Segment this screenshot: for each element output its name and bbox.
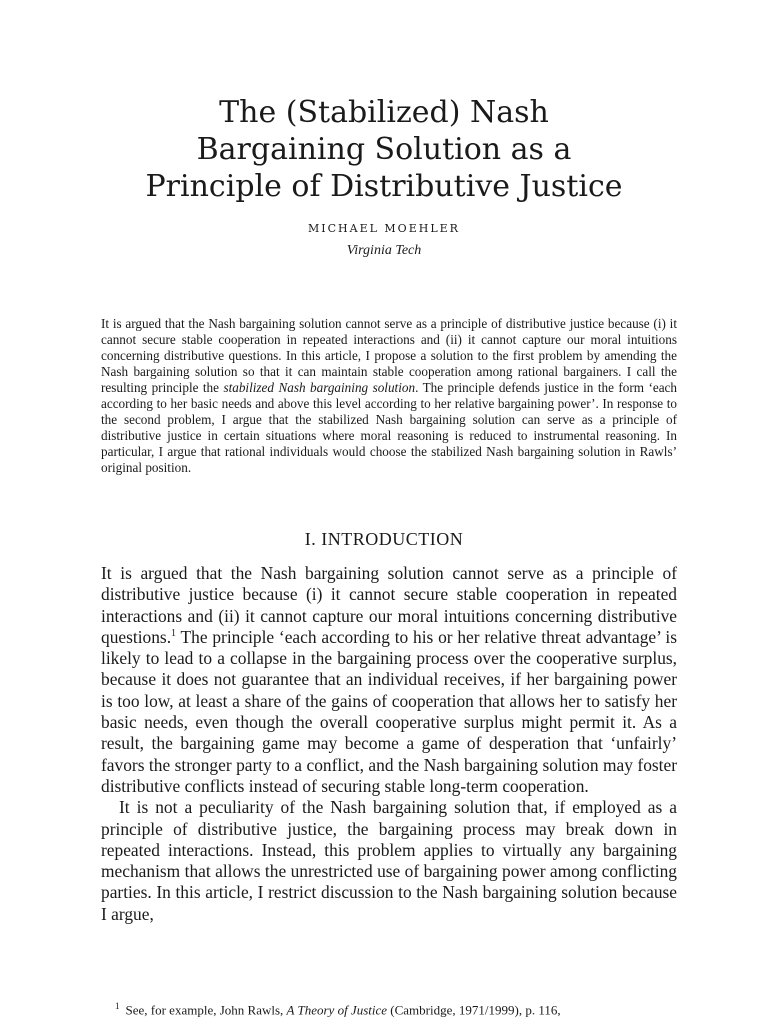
author-name: MICHAEL MOEHLER [308, 222, 460, 235]
footnote-text [101, 998, 677, 1018]
paragraph-text: The principle ‘each according to his or her relative threat advantage’ is likely to lead to a collapse in the bargaining process over the cooperative surplus, because it does not guarantee that an individual receives, if her bargaining power is too low, at least a share of the gains of cooperation that allows her to satisfy her basic needs, even though the overall cooperative surplus might permit it. As a result, the bargaining game may become a game of desperation that ‘unfairly’ favors the stronger party to a conflict, and the Nash bargaining solution may foster distributive conflicts instead of securing stable long-term cooperation. [101, 626, 677, 796]
title-line: Principle of Distributive Justice [145, 169, 623, 204]
footnote-ref[interactable]: 1 [171, 628, 177, 640]
abstract-text: . The principle defends justice in the form ‘each according to her basic needs and above this level according to her relative bargaining power’. In response to the second problem, I argue that the stabilized Nash bargaining solution can serve as a principle of distributive justice in certain situations where moral reasoning is reduced to instrumental reasoning. In particular, I argue that rational individuals would choose the stabilized Nash bargaining solution in Rawls’ original position. [101, 380, 678, 475]
abstract-emphasis: stabilized Nash bargaining solution [223, 380, 416, 395]
body-paragraph: It is not a peculiarity of the Nash bargaining solution that, if employed as a principle of distributive justice, the bargaining process may break down in repeated interactions. Instead, this problem applies to virtually any bargaining mechanism that allows the unrestricted use of bargaining power among conflicting parties. In this article, I restrict discussion to the Nash bargaining solution because I argue, [101, 797, 677, 924]
title-line: Bargaining Solution as a [196, 132, 572, 167]
abstract-text: It is argued that the Nash bargaining solution cannot serve as a principle of distributive justice because (i) it cannot secure stable cooperation in repeated interactions and (ii) it cannot capture our moral intuitions concerning distributive questions. In this article, I propose a solution to the first problem by amending the Nash bargaining solution so that it can maintain stable cooperation among rational bargainers. I call the resulting principle the [101, 316, 677, 395]
footnote-segment: See, for example, John Rawls, [125, 1002, 287, 1018]
body-text [101, 563, 677, 925]
paragraph-text: It is argued that the Nash bargaining solution cannot serve as a principle of distributive justice because (i) it cannot secure stable cooperation in repeated interactions and (ii) it cannot capture our moral intuitions concerning distributive questions. [101, 563, 677, 647]
footnote-book-title: A Theory of Justice [286, 1002, 388, 1018]
author-affiliation: Virginia Tech [346, 243, 422, 258]
body-paragraph [101, 563, 677, 797]
footnote [101, 998, 677, 1018]
article-title [0, 94, 768, 205]
section-heading: I. INTRODUCTION [304, 529, 464, 549]
title-line: The (Stabilized) Nash [219, 95, 549, 130]
abstract [101, 316, 677, 476]
footnote-mark: 1 [115, 1001, 120, 1011]
abstract-paragraph [101, 316, 677, 476]
footnote-segment: (Cambridge, 1971/1999), p. 116, [387, 1002, 561, 1018]
